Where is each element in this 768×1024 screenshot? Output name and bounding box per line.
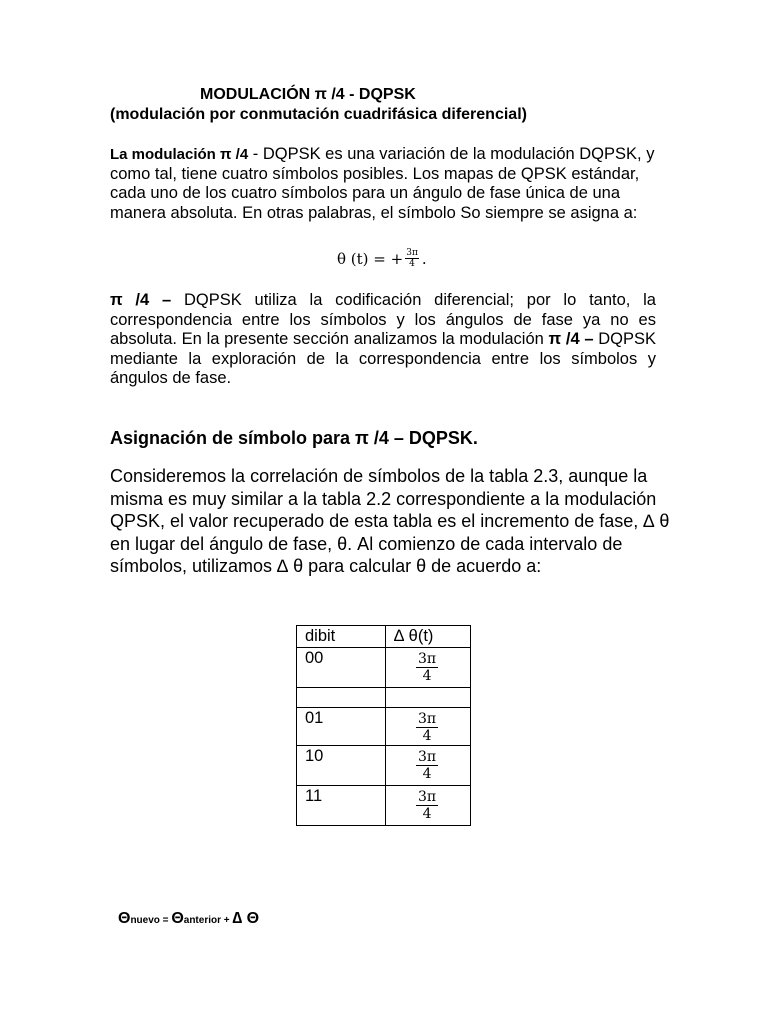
table-row	[297, 648, 471, 688]
correlation-paragraph: Consideremos la correlación de símbolos de la tabla 2.3, aunque la misma es muy similar a la tabla 2.2 correspondiente a la modulación QPSK, el valor recuperado de esta tabla es el incremento de fase, ∆ θ en lugar del ángulo de fase, θ. Al comienzo de cada intervalo de símbolos, utilizamos ∆ θ para calcular θ de acuerdo a:	[110, 466, 670, 576]
symbol-table	[296, 625, 471, 826]
theta-prev-subscript: anterior	[183, 915, 221, 926]
differential-text-2: DQPSK mediante la exploración de la correspondencia entre los símbolos y ángulos de fase.	[110, 330, 656, 387]
fraction-denominator: 4	[422, 668, 432, 684]
delta-cell	[386, 708, 471, 746]
equation-tail: .	[421, 249, 427, 268]
equation-lhs: θ (t) = +	[337, 249, 404, 268]
equation-numerator: 3π	[406, 248, 418, 258]
fraction-denominator: 4	[422, 766, 432, 782]
theta-symbol: Θ	[171, 910, 184, 927]
dibit-cell: 01	[297, 708, 386, 746]
pi4-bold-2: π /4 –	[548, 330, 594, 348]
differential-text-1: DQPSK utiliza la codificación diferencial; por lo tanto, la correspondencia entre los símbolos y los ángulos de fase ya no es absoluta. En la presente sección analizamos la modulación	[110, 291, 656, 348]
plus-sign: +	[221, 915, 233, 926]
equation-theta-so	[337, 248, 427, 269]
dibit-cell	[297, 688, 386, 708]
delta-fraction	[416, 651, 438, 684]
dibit-cell: 11	[297, 786, 386, 826]
equals-sign: =	[159, 915, 172, 926]
delta-theta: ∆ Θ	[232, 910, 260, 927]
header-dibit: dibit	[297, 626, 386, 648]
fraction-denominator: 4	[422, 806, 432, 822]
fraction-numerator: 3π	[418, 789, 437, 805]
header-delta-theta: ∆ θ(t)	[386, 626, 471, 648]
delta-fraction	[416, 749, 438, 782]
delta-cell	[386, 746, 471, 786]
delta-fraction	[416, 711, 438, 744]
table-row	[297, 786, 471, 826]
pi4-bold-1: π /4 –	[110, 291, 172, 309]
fraction-numerator: 3π	[418, 711, 437, 727]
table-row	[297, 688, 471, 708]
fraction-numerator: 3π	[418, 749, 437, 765]
title-line-2: (modulación por conmutación cuadrifásica diferencial)	[110, 106, 527, 123]
table-header-row	[297, 626, 471, 648]
delta-cell	[386, 648, 471, 688]
equation-fraction	[405, 248, 419, 269]
dibit-cell: 00	[297, 648, 386, 688]
theta-update-equation	[118, 910, 259, 928]
theta-new-subscript: nuevo	[130, 915, 160, 926]
table-row	[297, 708, 471, 746]
intro-paragraph	[110, 145, 656, 223]
dibit-cell: 10	[297, 746, 386, 786]
delta-cell	[386, 688, 471, 708]
intro-text: - DQPSK es una variación de la modulación DQPSK, y como tal, tiene cuatro símbolos posibles. Los mapas de QPSK estándar, cada uno de los cuatro símbolos para un ángulo de fase única de una manera absoluta. En otras palabras, el símbolo So siempre se asigna a:	[110, 145, 655, 222]
section-heading: Asignación de símbolo para π /4 – DQPSK.	[110, 428, 478, 448]
title-line-1: MODULACIÓN π /4 - DQPSK	[200, 86, 416, 103]
fraction-denominator: 4	[422, 728, 432, 744]
differential-paragraph	[110, 291, 656, 389]
intro-lead: La modulación π /4	[110, 146, 249, 163]
theta-symbol: Θ	[118, 910, 131, 927]
delta-cell	[386, 786, 471, 826]
delta-fraction	[416, 789, 438, 822]
fraction-numerator: 3π	[418, 651, 437, 667]
table-row	[297, 746, 471, 786]
equation-denominator: 4	[409, 259, 415, 269]
